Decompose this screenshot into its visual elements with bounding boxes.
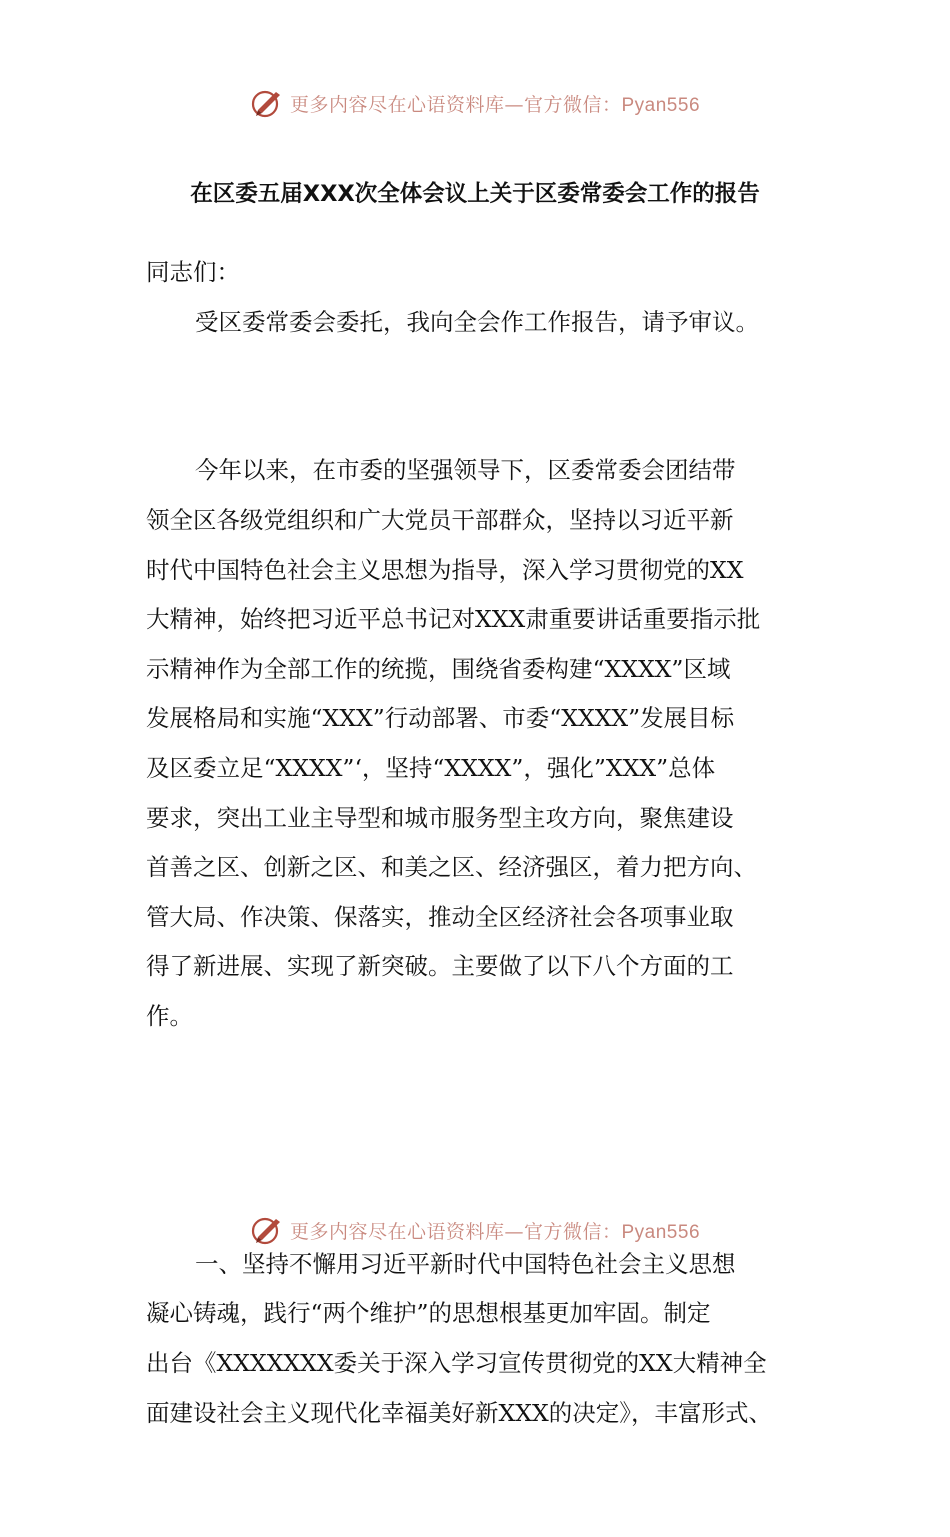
text-line: 及区委立足“XXXX”‘，坚持“XXXX”，强化”XXX”总体 (146, 753, 716, 782)
text-line: 一、坚持不懈用习近平新时代中国特色社会主义思想 (195, 1249, 736, 1278)
watermark-text: 更多内容尽在心语资料库—官方微信：Pyan556 (289, 93, 701, 116)
paragraph-summary (146, 347, 836, 1141)
text-line: 管大局、作决策、保落实，推动全区经济社会各项事业取 (146, 902, 734, 931)
header-watermark (0, 78, 950, 128)
paragraph-section-one (146, 1141, 836, 1537)
text-line: 大精神，始终把习近平总书记对XXX肃重要讲话重要指示批 (146, 605, 761, 634)
text-line: 示精神作为全部工作的统揽，围绕省委构建“XXXX”区域 (146, 654, 731, 683)
salutation: 同志们： (146, 258, 240, 286)
pen-logo-icon (250, 1213, 284, 1247)
text-line: 今年以来，在市委的坚强领导下，区委常委会团结带 (195, 456, 736, 485)
text-line: 出台《XXXXXXX委关于深入学习宣传贯彻党的XX大精神全 (146, 1349, 767, 1378)
text-line: 发展格局和实施“XXX”行动部署、市委“XXXX”发展目标 (146, 704, 735, 733)
text-line: 作。 (146, 1001, 193, 1030)
text-line: 得了新进展、实现了新突破。主要做了以下八个方面的工 (146, 952, 734, 981)
watermark-text: 更多内容尽在心语资料库—官方微信：Pyan556 (289, 1220, 701, 1243)
footer-watermark (0, 1205, 950, 1255)
document-title: 在区委五届XXX次全体会议上关于区委常委会工作的报告 (190, 181, 760, 207)
text-line: 领全区各级党组织和广大党员干部群众，坚持以习近平新 (146, 505, 734, 534)
paragraph-intro: 受区委常委会委托，我向全会作工作报告，请予审议。 (195, 307, 759, 336)
pen-logo-icon (250, 86, 284, 120)
text-line: 要求，突出工业主导型和城市服务型主攻方向，聚焦建设 (146, 803, 734, 832)
text-line: 凝心铸魂，践行“两个维护”的思想根基更加牢固。制定 (146, 1299, 711, 1328)
text-line: 时代中国特色社会主义思想为指导，深入学习贯彻党的XX (146, 555, 744, 584)
text-line: 首善之区、创新之区、和美之区、经济强区，着力把方向、 (146, 853, 757, 882)
text-line: 面建设社会主义现代化幸福美好新XXX的决定》，丰富形式、 (146, 1398, 772, 1427)
